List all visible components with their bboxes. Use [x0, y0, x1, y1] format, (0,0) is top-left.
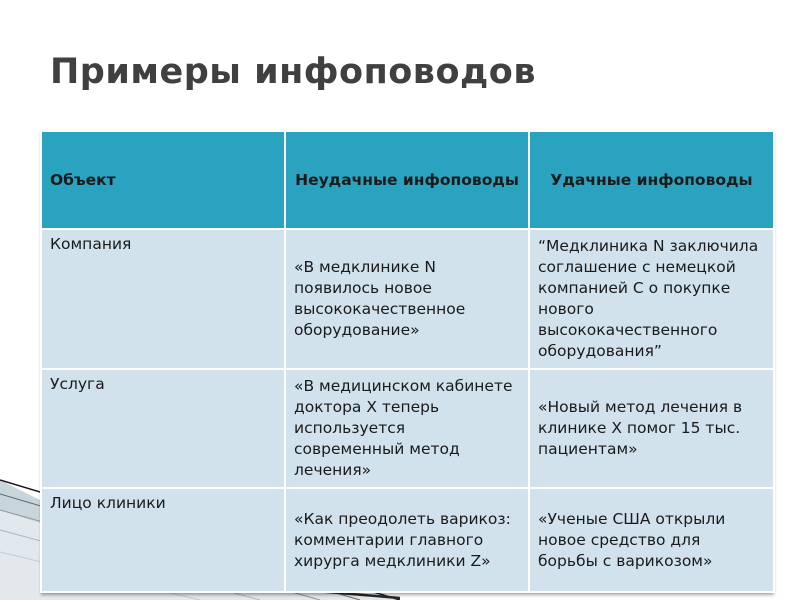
table-row — [41, 488, 774, 592]
cell-good: “Медклиника N заключила соглашение с немецкой компанией С о покупке нового высококачественного оборудования” — [529, 229, 774, 369]
cell-good: «Ученые США открыли новое средство для борьбы с варикозом» — [529, 488, 774, 592]
cell-bad: «Как преодолеть варикоз: комментарии главного хирурга медклиники Z» — [285, 488, 529, 592]
page-title: Примеры инфоповодов — [50, 52, 536, 92]
infopovod-table — [40, 130, 775, 593]
header-object: Объект — [41, 131, 285, 229]
table-header-row — [41, 131, 774, 229]
cell-object: Компания — [41, 229, 285, 369]
header-bad-infopovody: Неудачные инфоповоды — [285, 131, 529, 229]
cell-bad: «В медклинике N появилось новое высококачественное оборудование» — [285, 229, 529, 369]
cell-object: Лицо клиники — [41, 488, 285, 592]
header-good-infopovody: Удачные инфоповоды — [529, 131, 774, 229]
cell-object: Услуга — [41, 369, 285, 488]
table-row — [41, 229, 774, 369]
cell-good: «Новый метод лечения в клинике Х помог 15 тыс. пациентам» — [529, 369, 774, 488]
infopovod-table-container — [40, 130, 773, 593]
table-row — [41, 369, 774, 488]
cell-bad: «В медицинском кабинете доктора Х теперь используется современный метод лечения» — [285, 369, 529, 488]
